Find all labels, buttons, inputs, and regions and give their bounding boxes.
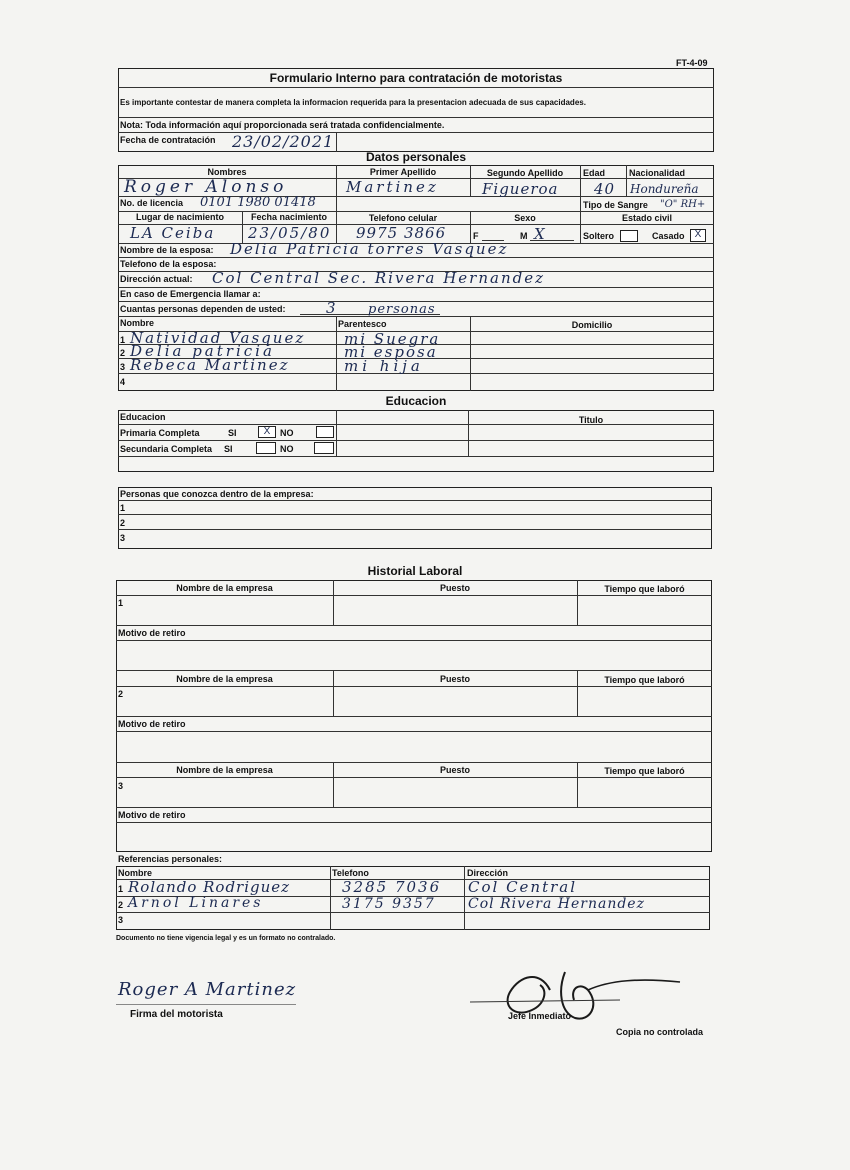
dep-row-name[interactable]: Natividad Vasquez — [130, 329, 306, 347]
ref-num: 3 — [118, 915, 124, 925]
sex-f-label: F — [473, 231, 479, 241]
wh-time-label: Tiempo que laboró — [604, 584, 685, 594]
sex-m-label: M — [520, 231, 528, 241]
license-label: No. de licencia — [120, 198, 184, 208]
driver-label: Firma del motorista — [130, 1009, 223, 1020]
ref-name[interactable]: Arnol Linares — [128, 895, 264, 911]
dep-row-relation[interactable]: mi hija — [344, 357, 424, 375]
ref-phone[interactable]: 3175 9357 — [342, 896, 436, 912]
sex-m-mark[interactable]: X — [534, 225, 546, 243]
dep-row-num: 4 — [120, 377, 126, 387]
secondary-no-label: NO — [280, 444, 294, 454]
form-code: FT-4-09 — [676, 58, 708, 68]
dep-row-name[interactable]: Rebeca Martinez — [130, 356, 290, 374]
names-label: Nombres — [207, 167, 247, 177]
acquaintances-label: Personas que conozca dentro de la empresa: — [120, 489, 314, 499]
wh-num: 3 — [118, 781, 124, 791]
personal-section-title: Datos personales — [365, 150, 467, 164]
driver-signature: Roger A Martinez — [118, 979, 297, 1000]
blood-type-label: Tipo de Sangre — [583, 200, 648, 210]
education-header: Educacion — [120, 412, 166, 422]
civil-status-label: Estado civil — [621, 213, 673, 223]
ref-num: 1 — [118, 884, 124, 894]
address-value[interactable]: Col Central Sec. Rivera Hernandez — [212, 269, 545, 287]
dep-row-name[interactable]: Delia patricia — [130, 342, 275, 360]
boss-signature — [470, 960, 700, 1030]
age-value[interactable]: 40 — [594, 180, 616, 198]
confidential-note: Nota: Toda información aquí proporcionada será tratada confidencialmente. — [120, 120, 445, 130]
wh-num: 2 — [118, 689, 124, 699]
dep-name-label: Nombre — [120, 318, 155, 328]
hire-date-value[interactable]: 23/02/2021 — [232, 132, 335, 151]
license-value[interactable]: 0101 1980 01418 — [200, 195, 316, 210]
dependents-label: Cuantas personas dependen de usted: — [120, 304, 286, 314]
acquaintance-num: 2 — [120, 518, 126, 528]
married-label: Casado — [652, 231, 685, 241]
hire-date-label: Fecha de contratación — [120, 135, 216, 145]
wh-position-label: Puesto — [439, 674, 470, 684]
secondary-si-label: SI — [224, 444, 233, 454]
second-surname-label: Segundo Apellido — [486, 168, 564, 178]
phone-value[interactable]: 9975 3866 — [356, 224, 447, 242]
form-title: Formulario Interno para contratación de motoristas — [269, 71, 563, 85]
references-label: Referencias personales: — [118, 854, 223, 864]
birthdate-label: Fecha nacimiento — [250, 212, 328, 222]
dependents-unit: personas — [368, 302, 436, 317]
primary-si-label: SI — [228, 428, 237, 438]
age-label: Edad — [583, 168, 606, 178]
dep-row-relation[interactable]: mi esposa — [344, 343, 438, 361]
ref-num: 2 — [118, 900, 124, 910]
dep-address-label: Domicilio — [571, 320, 613, 330]
spouse-phone-label: Telefono de la esposa: — [120, 259, 217, 269]
secondary-label: Secundaria Completa — [120, 444, 213, 454]
intro-note: Es importante contestar de manera completa la informacion requerida para la presentacion adecuada de sus capacidades. — [120, 98, 586, 107]
secondary-si-checkbox[interactable] — [256, 442, 276, 454]
wh-time-label: Tiempo que laboró — [604, 675, 685, 685]
wh-company-label: Nombre de la empresa — [176, 765, 273, 775]
ref-address-label: Dirección — [467, 868, 509, 878]
dep-row-relation[interactable]: mi Suegra — [344, 330, 441, 348]
acquaintance-num: 1 — [120, 503, 126, 513]
birthplace-label: Lugar de nacimiento — [135, 212, 224, 222]
ref-name-label: Nombre — [118, 868, 153, 878]
names-value[interactable]: Roger Alonso — [124, 177, 288, 197]
ref-phone[interactable]: 3285 7036 — [342, 878, 442, 896]
second-surname-value[interactable]: Figueroa — [482, 180, 559, 198]
single-label: Soltero — [583, 231, 615, 241]
nationality-label: Nacionalidad — [629, 168, 686, 178]
education-title-label: Titulo — [578, 415, 604, 425]
birthdate-value[interactable]: 23/05/80 — [248, 224, 332, 242]
ref-address[interactable]: Col Central — [468, 878, 578, 896]
wh-reason-label: Motivo de retiro — [118, 810, 186, 820]
married-checkbox[interactable]: X — [690, 229, 706, 242]
wh-company-label: Nombre de la empresa — [176, 583, 273, 593]
secondary-no-checkbox[interactable] — [314, 442, 334, 454]
spouse-value[interactable]: Delia Patricia torres Vasquez — [230, 240, 509, 258]
dep-relation-label: Parentesco — [338, 319, 387, 329]
acquaintance-num: 3 — [120, 533, 126, 543]
primary-si-checkbox[interactable]: X — [258, 426, 276, 438]
first-surname-value[interactable]: Martinez — [346, 178, 439, 196]
birthplace-value[interactable]: LA Ceiba — [130, 224, 216, 242]
wh-position-label: Puesto — [439, 583, 470, 593]
wh-reason-label: Motivo de retiro — [118, 628, 186, 638]
first-surname-label: Primer Apellido — [369, 167, 437, 177]
dependents-value[interactable]: 3 — [326, 299, 337, 317]
nationality-value[interactable]: Hondureña — [630, 182, 699, 196]
single-checkbox[interactable] — [620, 230, 638, 242]
blood-type-value[interactable]: "O" RH+ — [660, 199, 706, 210]
wh-num: 1 — [118, 598, 124, 608]
primary-no-checkbox[interactable] — [316, 426, 334, 438]
emergency-label: En caso de Emergencia llamar a: — [120, 289, 261, 299]
address-label: Dirección actual: — [120, 274, 193, 284]
legal-note: Documento no tiene vigencia legal y es un formato no contralado. — [116, 935, 336, 942]
wh-time-label: Tiempo que laboró — [604, 766, 685, 776]
primary-no-label: NO — [280, 428, 294, 438]
ref-address[interactable]: Col Rivera Hernandez — [468, 896, 645, 912]
work-history-section-title: Historial Laboral — [367, 564, 463, 578]
wh-company-label: Nombre de la empresa — [176, 674, 273, 684]
spouse-label: Nombre de la esposa: — [120, 245, 214, 255]
phone-label: Telefono celular — [368, 213, 438, 223]
dep-row-num: 2 — [120, 348, 126, 358]
dep-row-num: 1 — [120, 335, 126, 345]
boss-label: Jefe Inmediato — [508, 1011, 572, 1021]
ref-name[interactable]: Rolando Rodriguez — [128, 878, 291, 896]
wh-position-label: Puesto — [439, 765, 470, 775]
education-section-title: Educacion — [385, 394, 447, 408]
sex-label: Sexo — [514, 213, 536, 223]
primary-label: Primaria Completa — [120, 428, 200, 438]
dep-row-num: 3 — [120, 362, 126, 372]
wh-reason-label: Motivo de retiro — [118, 719, 186, 729]
ref-phone-label: Telefono — [332, 868, 369, 878]
copy-label: Copia no controlada — [616, 1027, 704, 1037]
